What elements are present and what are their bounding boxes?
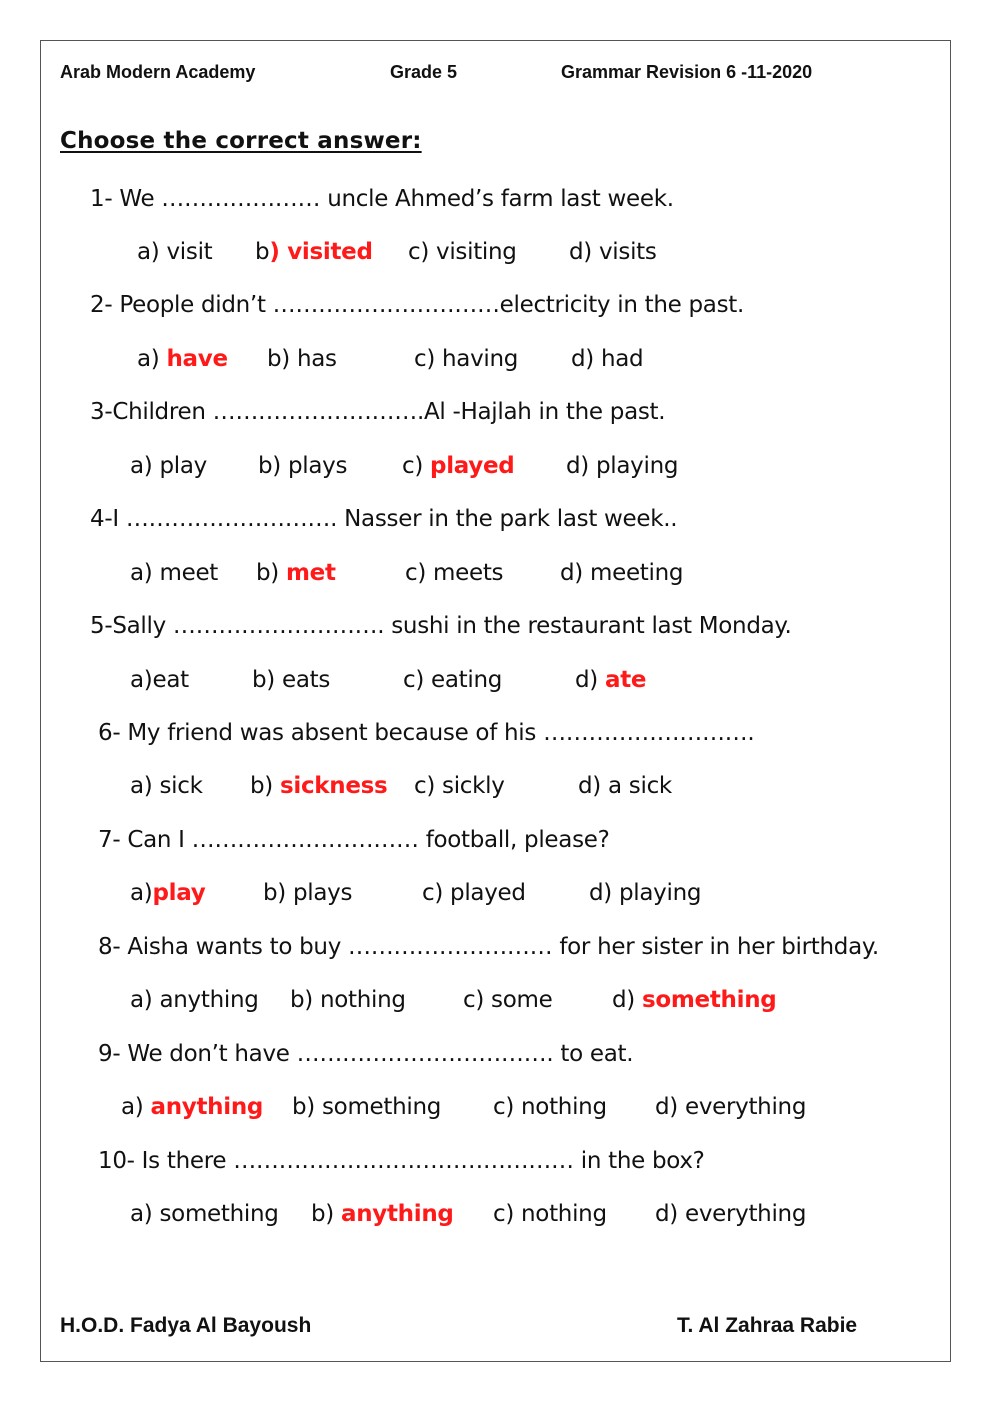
q3-option-a: a) play <box>130 453 207 479</box>
q4-option-a: a) meet <box>130 560 219 586</box>
q5-option-c: c) eating <box>403 667 503 693</box>
q6-option-d: d) a sick <box>578 773 672 799</box>
subject-date: Grammar Revision 6 -11-2020 <box>561 62 813 82</box>
q6-option-c: c) sickly <box>414 773 505 799</box>
correct-answer: play <box>152 880 206 906</box>
q1-option-c: c) visiting <box>408 239 517 265</box>
q10-option-c: c) nothing <box>493 1201 607 1227</box>
q9-option-d: d) everything <box>655 1094 807 1120</box>
q9-option-c: c) nothing <box>493 1094 607 1120</box>
q1-option-d: d) visits <box>569 239 657 265</box>
q2-option-d: d) had <box>571 346 644 372</box>
q8-option-c: c) some <box>463 987 553 1013</box>
q6-option-a: a) sick <box>130 773 203 799</box>
q6-option-b: b) sickness <box>250 773 388 799</box>
hod-signature: H.O.D. Fadya Al Bayoush <box>60 1314 312 1337</box>
school-name: Arab Modern Academy <box>60 62 256 82</box>
q7-option-c: c) played <box>422 880 526 906</box>
q3-option-d: d) playing <box>566 453 679 479</box>
teacher-signature: T. Al Zahraa Rabie <box>677 1314 858 1337</box>
correct-answer: played <box>430 453 515 479</box>
q5-option-d: d) ate <box>575 667 647 693</box>
q10-option-b: b) anything <box>311 1201 454 1227</box>
q1-option-b: b) visited <box>255 239 373 265</box>
correct-answer: ) visited <box>269 239 373 265</box>
correct-answer: anything <box>150 1094 264 1120</box>
q10-option-d: d) everything <box>655 1201 807 1227</box>
question-5: 5-Sally ………………………. sushi in the restaurant last Monday. <box>90 613 792 639</box>
q4-option-c: c) meets <box>405 560 504 586</box>
question-8: 8- Aisha wants to buy ……………………… for her sister in her birthday. <box>98 934 879 960</box>
q5-option-b: b) eats <box>252 667 331 693</box>
q2-option-b: b) has <box>267 346 337 372</box>
q2-option-c: c) having <box>414 346 519 372</box>
question-2: 2- People didn’t …………………………electricity in the past. <box>90 292 744 318</box>
q7-option-d: d) playing <box>589 880 702 906</box>
correct-answer: anything <box>340 1201 454 1227</box>
question-10: 10- Is there ……………………………………… in the box? <box>98 1148 705 1174</box>
correct-answer: have <box>166 346 228 372</box>
correct-answer: sickness <box>279 773 388 799</box>
q3-option-b: b) plays <box>258 453 348 479</box>
q7-option-a: a)play <box>130 880 206 906</box>
correct-answer: something <box>641 987 777 1013</box>
q1-option-a: a) visit <box>137 239 213 265</box>
question-1: 1- We ………………… uncle Ahmed’s farm last week. <box>90 186 674 212</box>
question-3: 3-Children ……………………….Al -Hajlah in the past. <box>90 399 666 425</box>
q9-option-b: b) something <box>292 1094 442 1120</box>
correct-answer: met <box>285 560 336 586</box>
q7-option-b: b) plays <box>263 880 353 906</box>
q8-option-b: b) nothing <box>290 987 406 1013</box>
q8-option-d: d) something <box>612 987 777 1013</box>
q4-option-b: b) met <box>256 560 336 586</box>
grade-label: Grade 5 <box>390 62 458 82</box>
q10-option-a: a) something <box>130 1201 279 1227</box>
q2-option-a: a) have <box>137 346 228 372</box>
page-title: Choose the correct answer: <box>60 128 422 154</box>
question-6: 6- My friend was absent because of his ………………………. <box>98 720 755 746</box>
q9-option-a: a) anything <box>121 1094 264 1120</box>
question-7: 7- Can I ………………………… football, please? <box>98 827 610 853</box>
q5-option-a: a)eat <box>130 667 189 693</box>
correct-answer: ate <box>604 667 647 693</box>
q8-option-a: a) anything <box>130 987 259 1013</box>
q4-option-d: d) meeting <box>560 560 684 586</box>
question-4: 4-I ………………………. Nasser in the park last week.. <box>90 506 678 532</box>
q3-option-c: c) played <box>402 453 515 479</box>
question-9: 9- We don’t have ……………………………. to eat. <box>98 1041 634 1067</box>
